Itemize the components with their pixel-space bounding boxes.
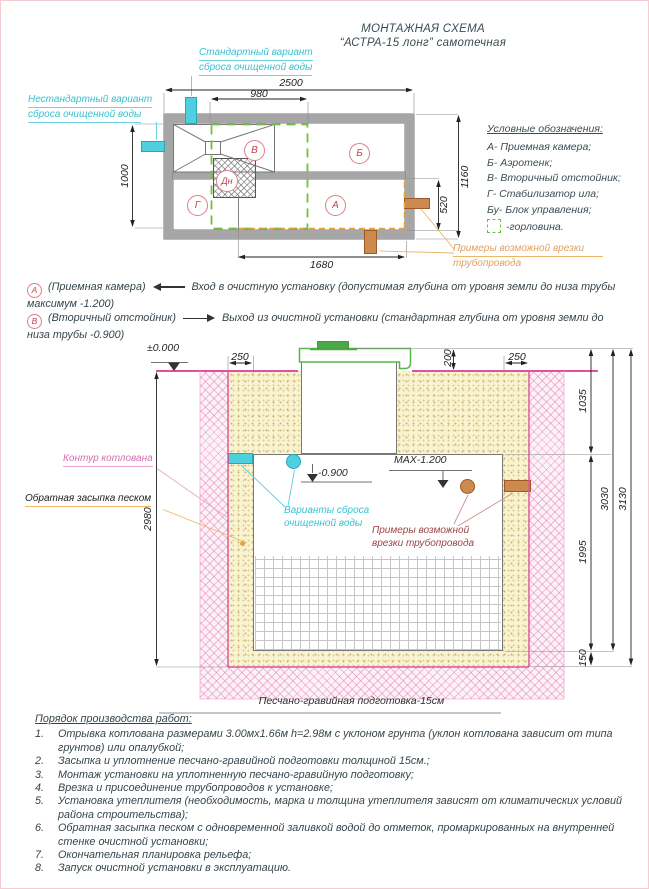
standard-outlet-label: Стандартный вариант сброса очищенной воды: [199, 46, 313, 76]
legend-item: Б- Аэротенк;: [487, 156, 553, 169]
discharge-options-label: Варианты сброса очищенной воды: [284, 505, 370, 529]
nonstandard-outlet-label: Нестандартный вариант сброса очищенной воды: [28, 93, 152, 123]
plan-pipe-insert-label: Примеры возможной врезки трубопровода: [453, 242, 603, 270]
outlet-depth-mark: -0.900: [318, 467, 348, 479]
dim-pit-depth: 2980: [142, 507, 154, 531]
dim-total-height: 3130: [617, 487, 629, 511]
max-depth-mark: МАХ-1.200: [394, 454, 447, 466]
insert-pipe-end: [460, 479, 475, 494]
note-text: Вход в очистную установку (допустимая глубина от уровня земли до низа трубы максимум -1.200): [27, 281, 616, 311]
dim-overall-width: 2500: [279, 77, 303, 89]
standard-outlet-pipe: [185, 97, 197, 124]
discharge-pipe-end: [286, 454, 301, 469]
neck-symbol-icon: [487, 219, 501, 233]
dim-left-gap: 250: [231, 351, 249, 363]
legend-item: Бу- Блок управления;: [487, 203, 592, 216]
procedure-item: 7. Окончательная планировка рельефа;: [35, 849, 252, 862]
plan-middle-wall: [173, 172, 405, 179]
note-marker-v: В: [27, 314, 42, 329]
section-marker-a: А: [325, 195, 346, 216]
inlet-pipe-right: [404, 198, 430, 209]
dim-tank-height: 3030: [599, 487, 611, 511]
nonstandard-outlet-pipe: [141, 141, 165, 152]
soil-hatch-left: [200, 371, 228, 699]
dim-bottom-part: 1995: [577, 540, 589, 564]
legend: [487, 122, 647, 236]
note-name: (Вторичный отстойник): [48, 312, 176, 325]
note-outlet: [27, 312, 628, 342]
dim-inner-height: 1000: [119, 164, 131, 188]
section-marker-v: В: [244, 140, 265, 161]
procedure-item: 6. Обратная засыпка песком с одновременной заливкой водой до отметок, промаркированных на внутренней стенке очистной установки;: [35, 822, 615, 848]
backfill-label: Обратная засыпка песком: [25, 493, 151, 507]
dim-top-part: 1035: [577, 389, 589, 413]
section-pipe-insert-label: Примеры возможной врезки трубопровода: [372, 525, 475, 549]
flow-in-arrow-icon: [153, 281, 185, 294]
flow-out-arrow-icon: [183, 312, 215, 325]
dim-outlet-offset: 520: [438, 196, 450, 214]
procedure-list: [35, 713, 625, 876]
note-text: Выход из очистной установки (стандартная глубина от уровня земли до низа трубы -0.900): [27, 312, 604, 342]
legend-item-neck: -горловина.: [487, 219, 647, 236]
inlet-pipe-bottom: [364, 230, 377, 254]
pit-contour-label: Контур котлована: [63, 453, 153, 467]
legend-item: Г- Стабилизатор ила;: [487, 188, 600, 201]
procedure-item: 1. Отрывка котлована размерами 3.00мх1.66м h=2.98м с уклоном грунта (уклон котлована зависит от типа грунтов) или опалубкой;: [35, 728, 613, 754]
base-layer-label: Песчано-гравийная подготовка-15см: [258, 695, 445, 707]
procedure-item: 8. Запуск очистной установки в эксплуатацию.: [35, 862, 291, 875]
discharge-pipe-side: [228, 453, 253, 464]
procedure-title: Порядок производства работ:: [35, 713, 192, 725]
dim-lid-height: 200: [442, 349, 454, 367]
procedure-item: 4. Врезка и присоединение трубопроводов к установке;: [35, 782, 333, 795]
procedure-item: 5. Установка утеплителя (необходимость, марка и толщина утеплителя зависят от климатических условий района строительства);: [35, 795, 623, 821]
dim-insert-zone: 1680: [309, 259, 334, 271]
note-inlet: [27, 281, 628, 311]
section-marker-dn: Дн: [216, 170, 238, 192]
procedure-item: 2. Засыпка и уплотнение песчано-гравийной подготовки толщиной 15см.;: [35, 755, 430, 768]
plan-notes: [27, 281, 628, 344]
note-marker-a: А: [27, 283, 42, 298]
ground-level-mark: ±0.000: [147, 342, 180, 354]
page-subtitle: “АСТРА-15 лонг” самотечная: [339, 37, 507, 49]
section-marker-b: Б: [349, 143, 370, 164]
legend-title: Условные обозначения:: [487, 123, 603, 135]
legend-item: В- Вторичный отстойник;: [487, 172, 621, 185]
soil-hatch-right: [529, 371, 564, 699]
page-title: МОНТАЖНАЯ СХЕМА: [361, 23, 485, 35]
procedure-item: 3. Монтаж установки на уплотненную песчано-гравийную подготовку;: [35, 768, 414, 781]
insert-pipe-side: [504, 480, 531, 492]
tank-neck-section: [301, 357, 397, 454]
dim-base-layer: 150: [577, 649, 589, 667]
tank-lower-grid: [255, 556, 501, 650]
dim-right-gap: 250: [508, 351, 526, 363]
note-name: (Приемная камера): [48, 281, 146, 293]
dim-overall-height: 1160: [459, 165, 471, 189]
legend-item: А- Приемная камера;: [487, 140, 592, 153]
section-marker-g: Г: [187, 195, 208, 216]
dim-neck-width: 980: [250, 88, 268, 100]
